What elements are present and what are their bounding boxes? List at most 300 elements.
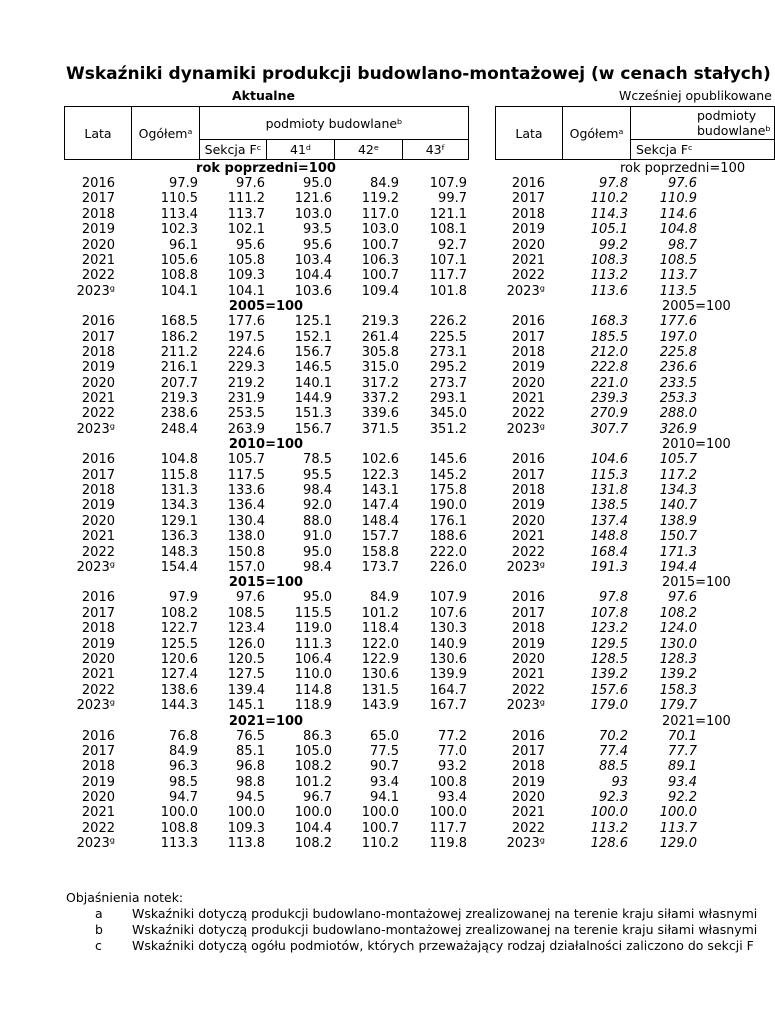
year-cell: 2017 [81, 467, 115, 483]
value-cell: 225.5 [429, 329, 467, 345]
value-cell: 226.2 [429, 314, 467, 330]
value-cell: 108.2 [294, 759, 332, 775]
value-cell: 151.3 [294, 406, 332, 422]
right-caption: Wcześniej opublikowane [619, 88, 772, 103]
year-cell: 2020 [511, 790, 545, 806]
year-cell: 2023ᵍ [76, 283, 115, 299]
year-cell: 2019 [81, 222, 115, 238]
value-cell-previous: 113.5 [659, 283, 697, 299]
table-row [0, 406, 470, 421]
year-cell: 2018 [81, 206, 115, 222]
value-cell-previous: 139.2 [659, 667, 697, 683]
table-row-previous [470, 360, 700, 375]
value-cell: 156.7 [294, 344, 332, 360]
value-cell: 176.1 [429, 513, 467, 529]
value-cell: 97.9 [169, 590, 198, 606]
value-cell: 100.0 [227, 805, 265, 821]
value-cell: 114.8 [294, 682, 332, 698]
value-cell: 138.0 [227, 529, 265, 545]
year-cell: 2022 [81, 268, 115, 284]
value-cell: 109.3 [227, 268, 265, 284]
year-cell: 2016 [81, 176, 115, 191]
value-cell: 105.6 [160, 252, 198, 268]
table-row [0, 667, 470, 682]
year-cell: 2019 [81, 636, 115, 652]
value-cell: 117.7 [429, 820, 467, 836]
value-cell: 102.3 [160, 222, 198, 238]
value-cell: 76.8 [169, 728, 198, 744]
value-cell: 190.0 [429, 498, 467, 514]
value-cell-previous: 77.7 [668, 743, 697, 759]
value-cell: 134.3 [160, 498, 198, 514]
value-cell: 90.7 [370, 759, 399, 775]
value-cell: 121.6 [294, 191, 332, 207]
value-cell: 109.4 [361, 283, 399, 299]
value-cell: 261.4 [361, 329, 399, 345]
value-cell: 96.3 [169, 759, 198, 775]
value-cell: 77.5 [370, 743, 399, 759]
value-cell: 100.0 [294, 805, 332, 821]
year-cell: 2023ᵍ [76, 698, 115, 714]
value-cell-previous: 197.0 [659, 329, 697, 345]
value-cell: 92.7 [438, 237, 467, 253]
value-cell: 107.9 [429, 590, 467, 606]
year-cell: 2019 [511, 498, 545, 514]
footnote-key: b [95, 922, 103, 937]
year-cell: 2018 [511, 621, 545, 637]
value-cell-previous: 140.7 [659, 498, 697, 514]
table-row [0, 514, 470, 529]
value-cell-previous: 236.6 [659, 360, 697, 376]
value-cell: 351.2 [429, 421, 467, 437]
value-cell: 127.5 [227, 667, 265, 683]
value-cell-previous: 137.4 [590, 513, 628, 529]
value-cell: 177.6 [227, 314, 265, 330]
value-cell: 98.4 [303, 483, 332, 499]
value-cell: 107.9 [429, 176, 467, 191]
value-cell: 100.7 [361, 268, 399, 284]
value-cell: 207.7 [160, 375, 198, 391]
value-cell: 97.6 [236, 590, 265, 606]
table-row-previous [470, 805, 700, 820]
table-row-previous [470, 483, 700, 498]
value-cell-previous: 239.3 [590, 391, 628, 407]
left-header-table [64, 106, 469, 160]
value-cell-previous: 97.6 [668, 176, 697, 191]
value-cell: 150.8 [227, 544, 265, 560]
value-cell: 173.7 [361, 559, 399, 575]
value-cell: 86.3 [303, 728, 332, 744]
table-row [0, 790, 470, 805]
year-cell: 2022 [511, 544, 545, 560]
value-cell: 93.4 [370, 774, 399, 790]
value-cell: 148.3 [160, 544, 198, 560]
table-row [0, 391, 470, 406]
value-cell: 139.9 [429, 667, 467, 683]
table-row-previous [470, 391, 700, 406]
value-cell-previous: 92.2 [668, 790, 697, 806]
table-row-previous [470, 606, 700, 621]
year-cell: 2022 [81, 682, 115, 698]
value-cell-previous: 233.5 [659, 375, 697, 391]
year-cell: 2021 [81, 667, 115, 683]
year-cell: 2020 [81, 375, 115, 391]
table-row [0, 698, 470, 713]
left-header-41: 41ᵈ [267, 140, 335, 160]
value-cell-previous: 92.3 [599, 790, 628, 806]
value-cell: 136.3 [160, 529, 198, 545]
value-cell-previous: 113.7 [659, 820, 697, 836]
value-cell: 85.1 [236, 743, 265, 759]
year-cell: 2020 [511, 651, 545, 667]
year-cell: 2017 [81, 329, 115, 345]
table-row [0, 452, 470, 467]
value-cell-previous: 77.4 [599, 743, 628, 759]
value-cell: 104.1 [160, 283, 198, 299]
value-cell: 131.3 [160, 483, 198, 499]
value-cell-previous: 114.3 [590, 206, 628, 222]
table-row [0, 805, 470, 820]
table-row-previous [470, 191, 700, 206]
table-row-previous [470, 498, 700, 513]
value-cell: 130.6 [429, 651, 467, 667]
table-row-previous [470, 790, 700, 805]
value-cell: 157.7 [361, 529, 399, 545]
value-cell: 98.8 [236, 774, 265, 790]
value-cell: 263.9 [227, 421, 265, 437]
value-cell-previous: 288.0 [659, 406, 697, 422]
value-cell: 113.7 [227, 206, 265, 222]
table-row [0, 637, 470, 652]
value-cell-previous: 134.3 [659, 483, 697, 499]
value-cell: 117.5 [227, 467, 265, 483]
footnote [66, 922, 758, 938]
value-cell: 119.0 [294, 621, 332, 637]
value-cell-previous: 100.0 [590, 805, 628, 821]
value-cell: 105.0 [294, 743, 332, 759]
value-cell: 99.7 [438, 191, 467, 207]
value-cell: 143.9 [361, 698, 399, 714]
value-cell: 136.4 [227, 498, 265, 514]
value-cell-previous: 128.6 [590, 836, 628, 852]
value-cell-previous: 113.7 [659, 268, 697, 284]
value-cell: 115.8 [160, 467, 198, 483]
value-cell-previous: 128.3 [659, 651, 697, 667]
value-cell: 65.0 [370, 728, 399, 744]
section-label: 2005=100 [228, 299, 304, 315]
value-cell: 147.4 [361, 498, 399, 514]
footnote [66, 906, 758, 922]
table-row [0, 376, 470, 391]
value-cell: 238.6 [160, 406, 198, 422]
table-row [0, 744, 470, 759]
value-cell: 77.2 [438, 728, 467, 744]
year-cell: 2020 [511, 375, 545, 391]
value-cell: 157.0 [227, 559, 265, 575]
section-label-previous: 2021=100 [662, 713, 731, 729]
value-cell: 84.9 [370, 590, 399, 606]
value-cell: 126.0 [227, 636, 265, 652]
value-cell: 138.6 [160, 682, 198, 698]
value-cell: 94.1 [370, 790, 399, 806]
value-cell: 226.0 [429, 559, 467, 575]
value-cell-previous: 89.1 [668, 759, 697, 775]
value-cell-previous: 107.8 [590, 605, 628, 621]
table-row-previous [470, 514, 700, 529]
value-cell: 317.2 [361, 375, 399, 391]
table-row-previous [470, 268, 700, 283]
value-cell: 108.2 [294, 836, 332, 852]
value-cell: 95.6 [303, 237, 332, 253]
value-cell-previous: 150.7 [659, 529, 697, 545]
value-cell: 229.3 [227, 360, 265, 376]
value-cell: 113.4 [160, 206, 198, 222]
value-cell-previous: 326.9 [659, 421, 697, 437]
year-cell: 2019 [81, 360, 115, 376]
value-cell: 93.4 [438, 790, 467, 806]
year-cell: 2022 [511, 682, 545, 698]
value-cell: 168.5 [160, 314, 198, 330]
right-data-rows [470, 161, 746, 852]
table-row [0, 176, 470, 191]
value-cell-previous: 138.9 [659, 513, 697, 529]
table-row-previous [470, 729, 700, 744]
table-row [0, 268, 470, 283]
value-cell: 92.0 [303, 498, 332, 514]
value-cell: 145.1 [227, 698, 265, 714]
table-row [0, 545, 470, 560]
value-cell: 125.5 [160, 636, 198, 652]
year-cell: 2017 [511, 467, 545, 483]
footnote-key: a [95, 906, 103, 921]
year-cell: 2020 [81, 790, 115, 806]
value-cell: 107.1 [429, 252, 467, 268]
value-cell: 96.7 [303, 790, 332, 806]
section-label-previous: 2010=100 [662, 437, 731, 453]
value-cell-previous: 93 [611, 774, 628, 790]
value-cell-previous: 221.0 [590, 375, 628, 391]
value-cell: 144.3 [160, 698, 198, 714]
value-cell: 100.0 [160, 805, 198, 821]
value-cell: 139.4 [227, 682, 265, 698]
footnotes [66, 890, 758, 954]
value-cell-previous: 100.0 [659, 805, 697, 821]
table-row [0, 759, 470, 774]
value-cell: 106.3 [361, 252, 399, 268]
value-cell: 110.2 [361, 836, 399, 852]
value-cell: 123.4 [227, 621, 265, 637]
table-row-previous [470, 529, 700, 544]
year-cell: 2017 [81, 605, 115, 621]
year-cell: 2018 [81, 483, 115, 499]
year-cell: 2019 [81, 498, 115, 514]
table-row-previous [470, 759, 700, 774]
year-cell: 2016 [81, 590, 115, 606]
value-cell: 219.3 [361, 314, 399, 330]
value-cell: 122.7 [160, 621, 198, 637]
footnote-text: Wskaźniki dotyczą ogółu podmiotów, których przeważający rodzaj działalności zaliczono do sekcji F [132, 938, 754, 953]
value-cell: 253.5 [227, 406, 265, 422]
section-label: 2015=100 [228, 575, 304, 591]
value-cell: 293.1 [429, 391, 467, 407]
year-cell: 2016 [81, 728, 115, 744]
year-cell: 2016 [511, 314, 545, 330]
value-cell-previous: 97.8 [599, 176, 628, 191]
value-cell: 156.7 [294, 421, 332, 437]
year-cell: 2021 [81, 391, 115, 407]
value-cell: 152.1 [294, 329, 332, 345]
value-cell: 104.8 [160, 452, 198, 468]
value-cell: 224.6 [227, 344, 265, 360]
value-cell: 108.8 [160, 820, 198, 836]
year-cell: 2016 [511, 590, 545, 606]
value-cell: 121.1 [429, 206, 467, 222]
year-cell: 2019 [511, 636, 545, 652]
value-cell-previous: 114.6 [659, 206, 697, 222]
value-cell-previous: 168.3 [590, 314, 628, 330]
year-cell: 2023ᵍ [76, 559, 115, 575]
table-row [0, 191, 470, 206]
year-cell: 2018 [511, 759, 545, 775]
table-row [0, 652, 470, 667]
value-cell: 100.0 [429, 805, 467, 821]
table-row [0, 498, 470, 513]
year-cell: 2023ᵍ [76, 421, 115, 437]
year-cell: 2023ᵍ [506, 836, 545, 852]
value-cell: 130.4 [227, 513, 265, 529]
section-label: rok poprzedni=100 [196, 161, 336, 176]
table-row [0, 238, 470, 253]
value-cell: 371.5 [361, 421, 399, 437]
year-cell: 2023ᵍ [76, 836, 115, 852]
year-cell: 2020 [81, 237, 115, 253]
year-cell: 2017 [81, 743, 115, 759]
value-cell-previous: 139.2 [590, 667, 628, 683]
value-cell: 91.0 [303, 529, 332, 545]
table-row-previous [470, 652, 700, 667]
table-row-previous [470, 253, 700, 268]
table-row [0, 836, 470, 851]
value-cell: 140.1 [294, 375, 332, 391]
table-row-previous [470, 621, 700, 636]
table-row-previous [470, 637, 700, 652]
value-cell: 188.6 [429, 529, 467, 545]
value-cell-previous: 108.3 [590, 252, 628, 268]
year-cell: 2018 [511, 344, 545, 360]
year-cell: 2021 [511, 391, 545, 407]
value-cell: 103.0 [294, 206, 332, 222]
value-cell: 103.6 [294, 283, 332, 299]
value-cell: 95.5 [303, 467, 332, 483]
value-cell-previous: 110.2 [590, 191, 628, 207]
value-cell: 273.7 [429, 375, 467, 391]
year-cell: 2017 [511, 743, 545, 759]
value-cell: 197.5 [227, 329, 265, 345]
value-cell: 145.6 [429, 452, 467, 468]
value-cell: 337.2 [361, 391, 399, 407]
value-cell: 127.4 [160, 667, 198, 683]
table-row [0, 345, 470, 360]
right-header-lata: Lata [496, 107, 563, 160]
value-cell: 216.1 [160, 360, 198, 376]
value-cell-previous: 110.9 [659, 191, 697, 207]
value-cell: 146.5 [294, 360, 332, 376]
value-cell-previous: 97.8 [599, 590, 628, 606]
footnote [66, 938, 754, 954]
value-cell-previous: 124.0 [659, 621, 697, 637]
year-cell: 2017 [511, 329, 545, 345]
value-cell: 77.0 [438, 743, 467, 759]
value-cell: 94.7 [169, 790, 198, 806]
year-cell: 2019 [511, 222, 545, 238]
value-cell-previous: 185.5 [590, 329, 628, 345]
year-cell: 2021 [511, 805, 545, 821]
value-cell-previous: 253.3 [659, 391, 697, 407]
value-cell: 315.0 [361, 360, 399, 376]
value-cell-previous: 104.8 [659, 222, 697, 238]
right-header-table [495, 106, 775, 160]
table-row-previous [470, 207, 700, 222]
table-row-previous [470, 406, 700, 421]
left-data-rows [0, 161, 470, 852]
value-cell-previous: 128.5 [590, 651, 628, 667]
table-row-previous [470, 667, 700, 682]
value-cell-previous: 113.6 [590, 283, 628, 299]
year-cell: 2023ᵍ [506, 421, 545, 437]
value-cell: 113.8 [227, 836, 265, 852]
value-cell: 117.7 [429, 268, 467, 284]
left-caption: Aktualne [232, 88, 295, 103]
value-cell: 119.2 [361, 191, 399, 207]
value-cell: 93.5 [303, 222, 332, 238]
table-row-previous [470, 590, 700, 605]
value-cell: 119.8 [429, 836, 467, 852]
table-row-previous [470, 775, 700, 790]
section-label-previous: 2005=100 [662, 299, 731, 315]
value-cell: 295.2 [429, 360, 467, 376]
year-cell: 2022 [511, 820, 545, 836]
table-row [0, 821, 470, 836]
table-row [0, 253, 470, 268]
value-cell: 93.2 [438, 759, 467, 775]
year-cell: 2022 [81, 406, 115, 422]
table-row-previous [470, 468, 700, 483]
year-cell: 2023ᵍ [506, 283, 545, 299]
year-cell: 2018 [81, 759, 115, 775]
table-row [0, 330, 470, 345]
value-cell-previous: 104.6 [590, 452, 628, 468]
table-row-previous [470, 176, 700, 191]
value-cell: 108.1 [429, 222, 467, 238]
table-row [0, 207, 470, 222]
section-label: 2010=100 [228, 437, 304, 453]
table-row-previous [470, 683, 700, 698]
year-cell: 2022 [81, 544, 115, 560]
value-cell: 339.6 [361, 406, 399, 422]
year-cell: 2016 [511, 452, 545, 468]
value-cell: 95.6 [236, 237, 265, 253]
table-row [0, 729, 470, 744]
footnotes-heading: Objaśnienia notek: [66, 890, 184, 905]
value-cell-previous: 70.2 [599, 728, 628, 744]
year-cell: 2016 [511, 728, 545, 744]
table-row-previous [470, 330, 700, 345]
table-row-previous [470, 314, 700, 329]
value-cell: 78.5 [303, 452, 332, 468]
value-cell: 273.1 [429, 344, 467, 360]
value-cell-previous: 105.1 [590, 222, 628, 238]
value-cell: 120.5 [227, 651, 265, 667]
